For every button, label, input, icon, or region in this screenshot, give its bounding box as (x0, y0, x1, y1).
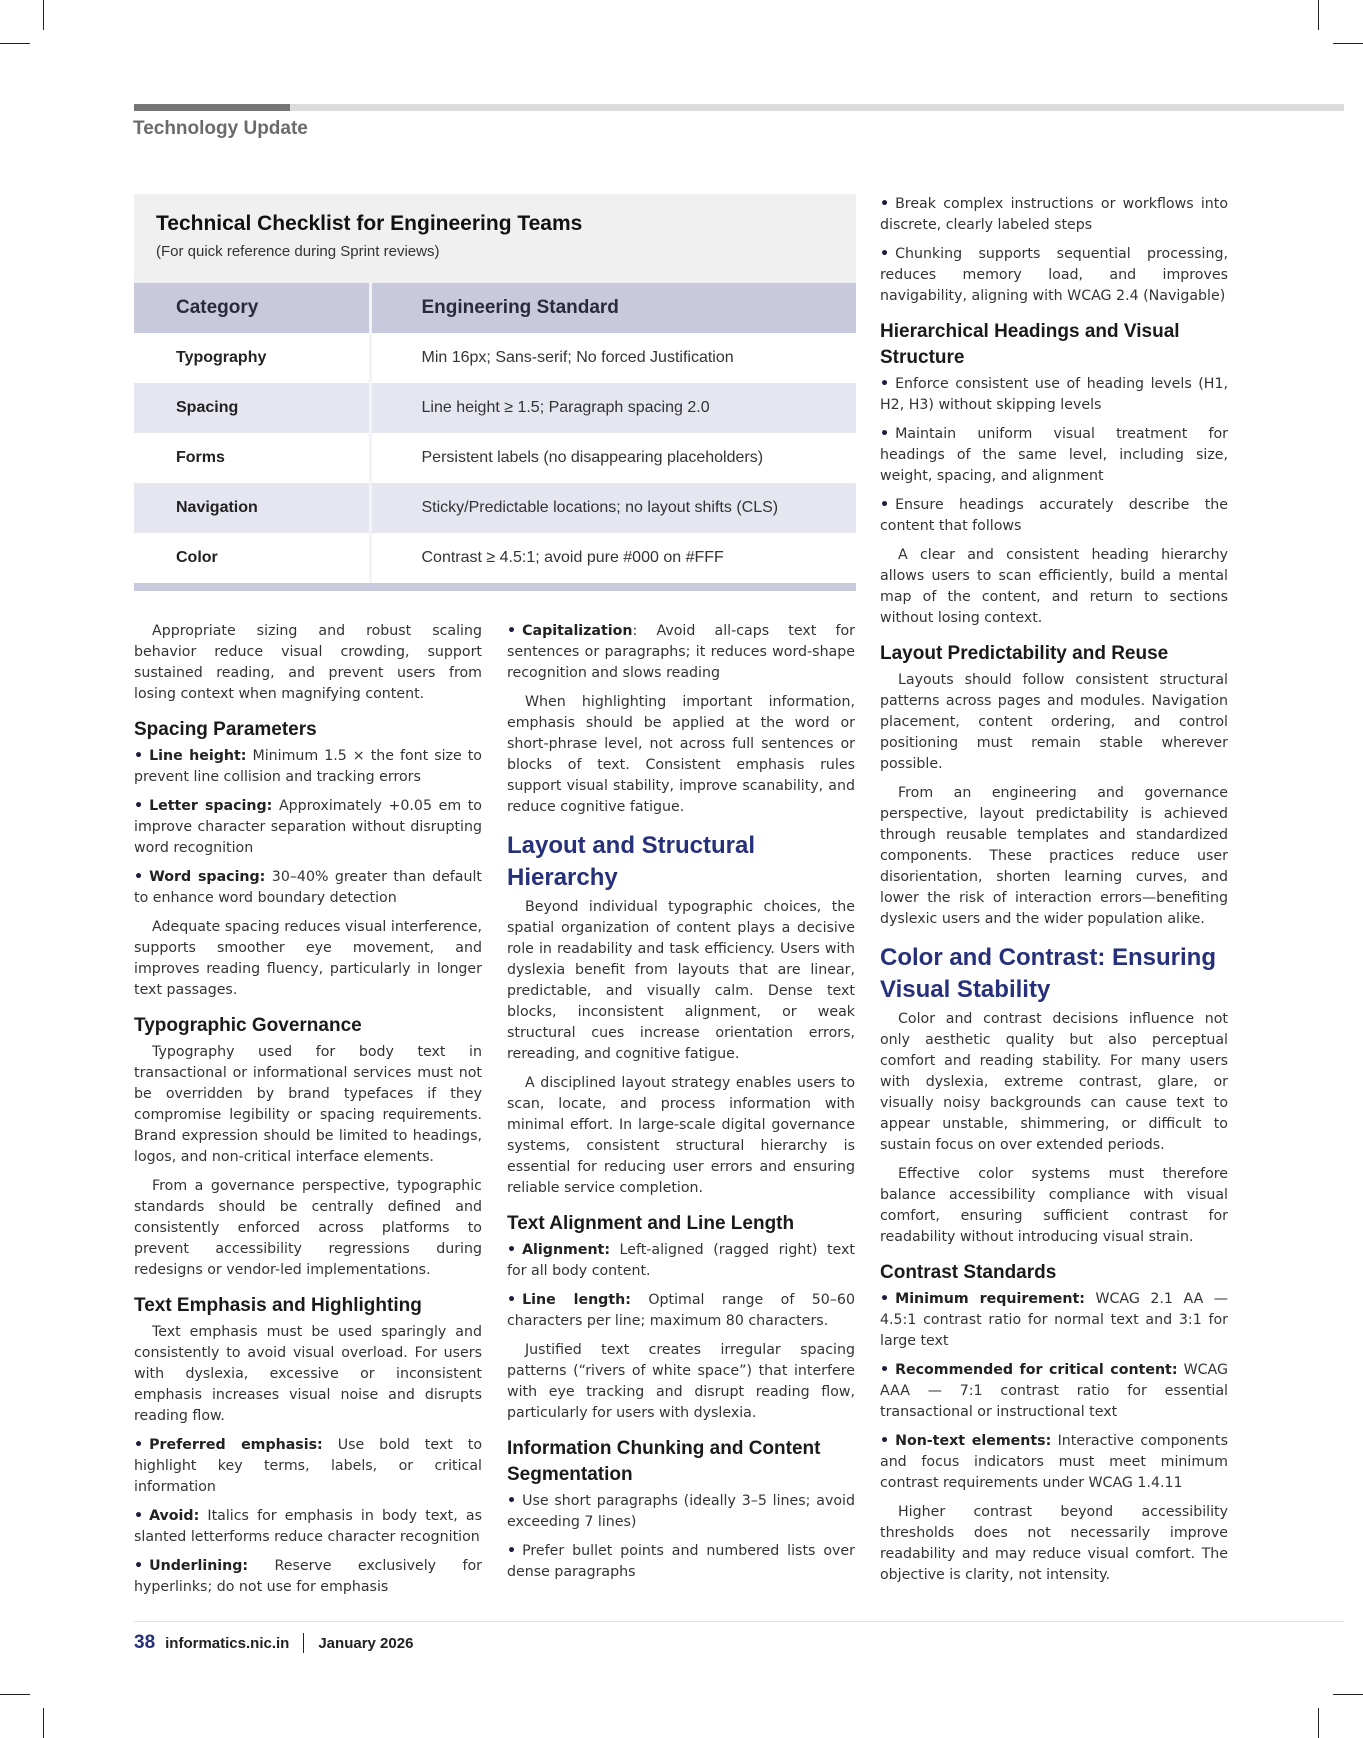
table-cell-standard: Sticky/Predictable locations; no layout shifts (CLS) (370, 483, 856, 533)
intro-paragraph: Appropriate sizing and robust scaling behavior reduce visual crowding, support sustained reading, and prevent users from losing context when magnifying content. (134, 623, 482, 702)
list-item-term: Recommended for critical content: (895, 1362, 1178, 1378)
column-header-category: Category (134, 283, 370, 333)
paragraph: Higher contrast beyond accessibility thresholds does not necessarily improve readability and may reduce visual comfort. The objective is clarity, not intensity. (880, 1504, 1228, 1583)
list-item-text: Left-aligned (ragged right) text for all body content. (507, 1242, 855, 1279)
list-item-text: Use bold text to highlight key terms, labels, or critical information (134, 1437, 483, 1495)
list-item (507, 1290, 855, 1332)
list-item: • Chunking supports sequential processing, reduces memory load, and improves navigability, aligning with WCAG 2.4 (Navigable) (880, 244, 1228, 307)
paragraph: Text emphasis must be used sparingly and consistently to avoid visual overload. For users with dyslexia, excessive or inconsistent emphasis increases visual noise and disrupts reading flow. (134, 1324, 482, 1424)
chunking-list (507, 1491, 855, 1583)
paragraph: A disciplined layout strategy enables users to scan, locate, and process information with minimal effort. In large-scale digital governance systems, consistent structural hierarchy is essential for reducing user errors and ensuring reliable service completion. (507, 1075, 855, 1196)
list-item (134, 1556, 482, 1598)
list-item (507, 621, 855, 684)
paragraph: Layouts should follow consistent structural patterns across pages and modules. Navigation placement, content ordering, and control positioning must remain stable wherever possible. (880, 672, 1228, 772)
chunking-list-continued (880, 194, 1228, 307)
footer-divider (303, 1633, 304, 1653)
table-cell-category: Navigation (134, 483, 370, 533)
list-item-text: 30–40% greater than default to enhance word boundary detection (134, 869, 482, 906)
paragraph: Effective color systems must therefore balance accessibility compliance with visual comfort, ensuring sufficient contrast for readability without introducing visual strain. (880, 1166, 1228, 1245)
list-item-term: Word spacing: (149, 869, 266, 885)
paragraph: Beyond individual typographic choices, the spatial organization of content plays a decisive role in readability and task efficiency. Users with dyslexia benefit from layouts that are linear, predictable, and visually calm. Dense text blocks, inconsistent alignment, or weak structural cues increase orientation errors, rereading, and cognitive fatigue. (507, 899, 855, 1062)
list-item: • Break complex instructions or workflows into discrete, clearly labeled steps (880, 194, 1228, 236)
list-item: • Ensure headings accurately describe the content that follows (880, 495, 1228, 537)
footer-site: informatics.nic.in (165, 1634, 290, 1652)
footer-rule (134, 1621, 1344, 1622)
column-1 (134, 621, 482, 1606)
crop-mark (0, 1694, 30, 1695)
paragraph: From an engineering and governance perspective, layout predictability is achieved through reusable templates and standardized components. These practices reduce user disorientation, shorten learning curves, and lower the risk of interaction errors—benefiting dyslexic users and the wider population alike. (880, 785, 1228, 927)
checklist-table (134, 283, 856, 583)
heading-typographic-governance: Typographic Governance (134, 1015, 362, 1036)
list-item (134, 746, 482, 788)
list-item-term: Minimum requirement: (895, 1291, 1085, 1307)
list-item-text: Optimal range of 50–60 characters per line; maximum 80 characters. (507, 1292, 855, 1329)
list-item-term: Line length: (522, 1292, 631, 1308)
section-rule (290, 104, 1344, 111)
list-item-text: Reserve exclusively for hyperlinks; do not use for emphasis (134, 1558, 482, 1595)
table-cell-standard: Min 16px; Sans-serif; No forced Justification (370, 333, 856, 383)
paragraph: Justified text creates irregular spacing patterns (“rivers of white space”) that interfere with eye tracking and disrupt reading flow, particularly for users with dyslexia. (507, 1342, 855, 1421)
list-item-term: Non-text elements: (895, 1433, 1052, 1449)
list-item: • Prefer bullet points and numbered lists over dense paragraphs (507, 1541, 855, 1583)
crop-mark (1318, 0, 1319, 30)
footer-date: January 2026 (318, 1634, 414, 1652)
table-cell-standard: Contrast ≥ 4.5:1; avoid pure #000 on #FFF (370, 533, 856, 583)
paragraph: A clear and consistent heading hierarchy allows users to scan efficiently, build a mental map of the content, and return to sections without losing context. (880, 547, 1228, 626)
table-row (134, 383, 856, 433)
list-item (880, 1360, 1228, 1423)
checklist-box (134, 194, 856, 591)
table-row (134, 533, 856, 583)
list-item: • Maintain uniform visual treatment for headings of the same level, including size, weight, spacing, and alignment (880, 424, 1228, 487)
list-item-term: Avoid: (149, 1508, 200, 1524)
list-item (134, 1435, 482, 1498)
crop-mark (0, 43, 30, 44)
list-item-text: Minimum 1.5 × the font size to prevent line collision and tracking errors (134, 748, 482, 785)
list-item-term: Capitalization (522, 623, 633, 639)
crop-mark (43, 0, 44, 30)
list-item-term: Alignment: (522, 1242, 611, 1258)
section-label: Technology Update (133, 118, 308, 139)
heading-text-alignment: Text Alignment and Line Length (507, 1213, 795, 1234)
paragraph: When highlighting important information, emphasis should be applied at the word or short-phrase level, not across full sentences or blocks of text. Consistent emphasis rules support visual stability, improve scanability, and reduce cognitive fatigue. (507, 694, 855, 815)
contrast-list (880, 1289, 1228, 1494)
alignment-list (507, 1240, 855, 1332)
list-item (134, 1506, 482, 1548)
list-item (134, 796, 482, 859)
heading-layout-predictability: Layout Predictability and Reuse (880, 643, 1169, 664)
spacing-list (134, 746, 482, 909)
section-bar (134, 104, 290, 111)
paragraph: From a governance perspective, typographic standards should be centrally defined and consistently enforced across platforms to prevent accessibility regressions during redesigns or vendor-led implementations. (134, 1178, 482, 1278)
list-item-term: Preferred emphasis: (149, 1437, 323, 1453)
table-cell-standard: Line height ≥ 1.5; Paragraph spacing 2.0 (370, 383, 856, 433)
list-item-text: Interactive components and focus indicators must meet minimum contrast requirements under WCAG 1.4.11 (880, 1433, 1228, 1491)
crop-mark (1318, 1708, 1319, 1738)
paragraph: Color and contrast decisions influence not only aesthetic quality but also perceptual comfort and reading stability. For many users with dyslexia, extreme contrast, glare, or visually noisy backgrounds can cause text to appear unstable, shimmering, or difficult to sustain focus on over extended periods. (880, 1011, 1228, 1153)
heading-contrast-standards: Contrast Standards (880, 1262, 1057, 1283)
crop-mark (1333, 1694, 1363, 1695)
list-item-term: Underlining: (149, 1558, 249, 1574)
checklist-subtitle: (For quick reference during Sprint reviews) (156, 243, 440, 260)
heading-color-contrast: Color and Contrast: Ensuring Visual Stability (880, 944, 1216, 1003)
list-item-text: Italics for emphasis in body text, as slanted letterforms reduce character recognition (134, 1508, 482, 1545)
page-number: 38 (134, 1632, 156, 1653)
list-item (507, 1240, 855, 1282)
checklist-title: Technical Checklist for Engineering Teams (156, 212, 583, 235)
emphasis-list (134, 1435, 482, 1598)
table-cell-category: Typography (134, 333, 370, 383)
heading-spacing-parameters: Spacing Parameters (134, 719, 317, 740)
list-item (134, 867, 482, 909)
table-cell-category: Color (134, 533, 370, 583)
paragraph: Adequate spacing reduces visual interference, supports smoother eye movement, and improves reading fluency, particularly in longer text passages. (134, 919, 482, 998)
table-header-row (134, 283, 856, 333)
table-row (134, 483, 856, 533)
list-item-text: : Avoid all-caps text for sentences or paragraphs; it reduces word-shape recognition and slows reading (507, 623, 855, 681)
table-row (134, 333, 856, 383)
heading-layout-structural-hierarchy: Layout and Structural Hierarchy (507, 832, 756, 891)
crop-mark (1333, 43, 1363, 44)
checklist-bottom-bar (134, 583, 856, 591)
column-2 (507, 621, 855, 1591)
crop-mark (43, 1708, 44, 1738)
table-cell-standard: Persistent labels (no disappearing placeholders) (370, 433, 856, 483)
list-item (880, 1431, 1228, 1494)
list-item-text: Approximately +0.05 em to improve character separation without disrupting word recognition (134, 798, 482, 856)
list-item-term: Line height: (149, 748, 247, 764)
table-cell-category: Spacing (134, 383, 370, 433)
list-item-text: WCAG AAA — 7:1 contrast ratio for essential transactional or instructional text (880, 1362, 1228, 1420)
list-item: • Use short paragraphs (ideally 3–5 lines; avoid exceeding 7 lines) (507, 1491, 855, 1533)
table-row (134, 433, 856, 483)
page-footer (134, 1632, 413, 1654)
table-cell-category: Forms (134, 433, 370, 483)
list-item-term: Letter spacing: (149, 798, 273, 814)
paragraph: Typography used for body text in transactional or informational services must not be overridden by brand typefaces if they compromise legibility or spacing requirements. Brand expression should be limited to headings, logos, and non-critical interface elements. (134, 1044, 482, 1165)
column-3 (880, 194, 1228, 1594)
list-item-text: WCAG 2.1 AA — 4.5:1 contrast ratio for normal text and 3:1 for large text (880, 1291, 1228, 1349)
heading-text-emphasis: Text Emphasis and Highlighting (134, 1295, 422, 1316)
list-item: • Enforce consistent use of heading levels (H1, H2, H3) without skipping levels (880, 374, 1228, 416)
headings-list (880, 374, 1228, 537)
capitalization-list (507, 621, 855, 684)
list-item (880, 1289, 1228, 1352)
column-header-standard: Engineering Standard (370, 283, 856, 333)
heading-hierarchical-headings: Hierarchical Headings and Visual Structure (880, 321, 1180, 368)
heading-information-chunking: Information Chunking and Content Segmentation (507, 1438, 821, 1485)
